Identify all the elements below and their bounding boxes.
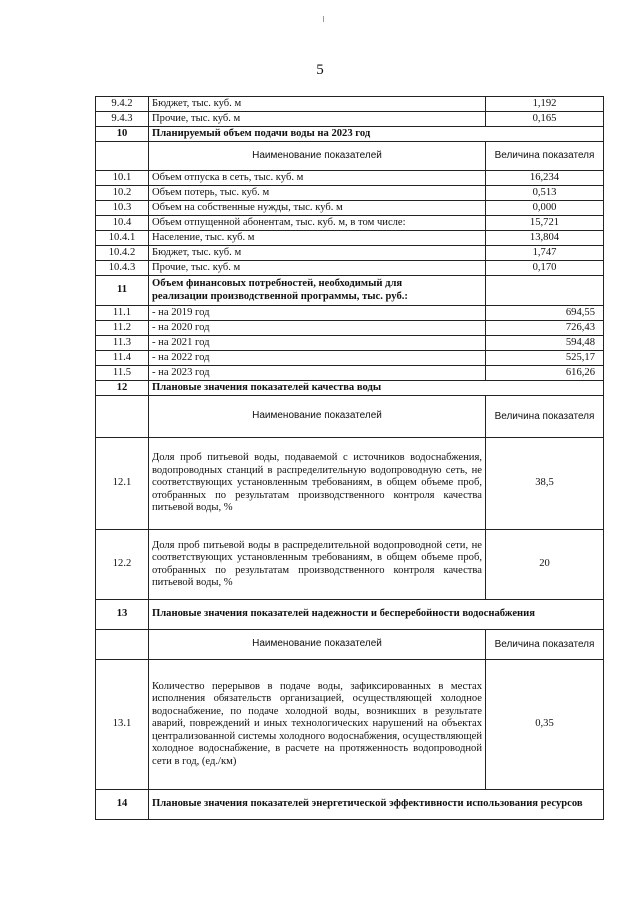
section-number: 10 [96, 127, 149, 142]
row-number: 12.1 [96, 438, 149, 530]
table-row [96, 306, 604, 321]
row-value: 1,192 [486, 97, 604, 112]
header-row [96, 630, 604, 660]
empty-cell [486, 276, 604, 306]
table-row [96, 186, 604, 201]
row-number: 12.2 [96, 530, 149, 600]
column-header-value: Величина показателя [486, 396, 604, 438]
table-row [96, 321, 604, 336]
row-value: 38,5 [486, 438, 604, 530]
page-number: 5 [316, 62, 324, 78]
table-row [96, 231, 604, 246]
section-title-line-1: Объем финансовых потребностей, необходимый для [152, 278, 403, 290]
scan-mark [323, 16, 324, 22]
table-row [96, 246, 604, 261]
row-label: Доля проб питьевой воды в распределительной водопроводной сети, не соответствующих установленным требованиям, в общем объеме проб, отобранных по результатам производственного контроля качества питьевой воды, % [149, 530, 486, 600]
table-row [96, 336, 604, 351]
table-row [96, 216, 604, 231]
section-number: 13 [96, 600, 149, 630]
row-value: 0,513 [486, 186, 604, 201]
row-value: 694,55 [486, 306, 604, 321]
section-title: Планируемый объем подачи воды на 2023 год [149, 127, 604, 142]
row-value: 13,804 [486, 231, 604, 246]
row-number: 9.4.2 [96, 97, 149, 112]
empty-cell [96, 630, 149, 660]
row-value: 15,721 [486, 216, 604, 231]
section-title-line-2: реализации производственной программы, тыс. руб.: [152, 290, 408, 302]
table-row [96, 351, 604, 366]
row-number: 9.4.3 [96, 112, 149, 127]
column-header-value: Величина показателя [486, 142, 604, 171]
row-label: - на 2021 год [149, 336, 486, 351]
header-row [96, 396, 604, 438]
row-number: 10.4.1 [96, 231, 149, 246]
row-number: 10.1 [96, 171, 149, 186]
table-row [96, 530, 604, 600]
row-number: 10.4.2 [96, 246, 149, 261]
row-value: 16,234 [486, 171, 604, 186]
section-row [96, 381, 604, 396]
row-label: Прочие, тыс. куб. м [149, 261, 486, 276]
section-row [96, 790, 604, 820]
row-number: 11.2 [96, 321, 149, 336]
row-value: 616,26 [486, 366, 604, 381]
table-row [96, 171, 604, 186]
row-value: 594,48 [486, 336, 604, 351]
section-row [96, 127, 604, 142]
section-title [149, 276, 486, 306]
section-title: Плановые значения показателей качества воды [149, 381, 604, 396]
row-value: 0,165 [486, 112, 604, 127]
row-label: Бюджет, тыс. куб. м [149, 246, 486, 261]
column-header-name: Наименование показателей [149, 396, 486, 438]
section-title: Плановые значения показателей энергетической эффективности использования ресурсов [149, 790, 604, 820]
table-row [96, 97, 604, 112]
row-label: - на 2020 год [149, 321, 486, 336]
row-label: Прочие, тыс. куб. м [149, 112, 486, 127]
row-number: 10.2 [96, 186, 149, 201]
section-row [96, 276, 604, 306]
section-number: 11 [96, 276, 149, 306]
column-header-name: Наименование показателей [149, 630, 486, 660]
table-row [96, 366, 604, 381]
row-number: 11.1 [96, 306, 149, 321]
row-value: 0,000 [486, 201, 604, 216]
table-row [96, 438, 604, 530]
row-value: 1,747 [486, 246, 604, 261]
row-number: 11.3 [96, 336, 149, 351]
row-label: - на 2022 год [149, 351, 486, 366]
table-row [96, 112, 604, 127]
empty-cell [96, 142, 149, 171]
row-label: - на 2023 год [149, 366, 486, 381]
row-label: Объем потерь, тыс. куб. м [149, 186, 486, 201]
row-label: - на 2019 год [149, 306, 486, 321]
row-value: 20 [486, 530, 604, 600]
row-label: Бюджет, тыс. куб. м [149, 97, 486, 112]
row-label: Объем на собственные нужды, тыс. куб. м [149, 201, 486, 216]
table-row [96, 660, 604, 790]
section-title: Плановые значения показателей надежности и бесперебойности водоснабжения [149, 600, 604, 630]
row-number: 11.5 [96, 366, 149, 381]
column-header-name: Наименование показателей [149, 142, 486, 171]
row-label: Количество перерывов в подаче воды, зафиксированных в местах исполнения обязательств организацией, осуществляющей холодное водоснабжение, по подаче холодной воды, возникших в результате аварий, повреждений и иных технологических нарушений на объектах централизованной системы холодного водоснабжения, осуществляющей холодное водоснабжение, в расчете на протяженность водопроводной сети в год, (ед./км) [149, 660, 486, 790]
row-label: Объем отпуска в сеть, тыс. куб. м [149, 171, 486, 186]
row-label: Доля проб питьевой воды, подаваемой с источников водоснабжения, водопроводных станций в распределительную водопроводную сеть, не соответствующих установленным требованиям, в общем объеме проб, отобранных по результатам производственного контроля качества питьевой воды, % [149, 438, 486, 530]
section-number: 14 [96, 790, 149, 820]
row-number: 10.4 [96, 216, 149, 231]
table-row [96, 261, 604, 276]
table-row [96, 201, 604, 216]
indicators-table [95, 96, 604, 820]
header-row [96, 142, 604, 171]
column-header-value: Величина показателя [486, 630, 604, 660]
row-number: 10.3 [96, 201, 149, 216]
empty-cell [96, 396, 149, 438]
section-number: 12 [96, 381, 149, 396]
row-value: 726,43 [486, 321, 604, 336]
row-value: 525,17 [486, 351, 604, 366]
row-label: Объем отпущенной абонентам, тыс. куб. м, в том числе: [149, 216, 486, 231]
section-row [96, 600, 604, 630]
row-value: 0,170 [486, 261, 604, 276]
row-label: Население, тыс. куб. м [149, 231, 486, 246]
row-number: 10.4.3 [96, 261, 149, 276]
row-number: 13.1 [96, 660, 149, 790]
row-number: 11.4 [96, 351, 149, 366]
row-value: 0,35 [486, 660, 604, 790]
